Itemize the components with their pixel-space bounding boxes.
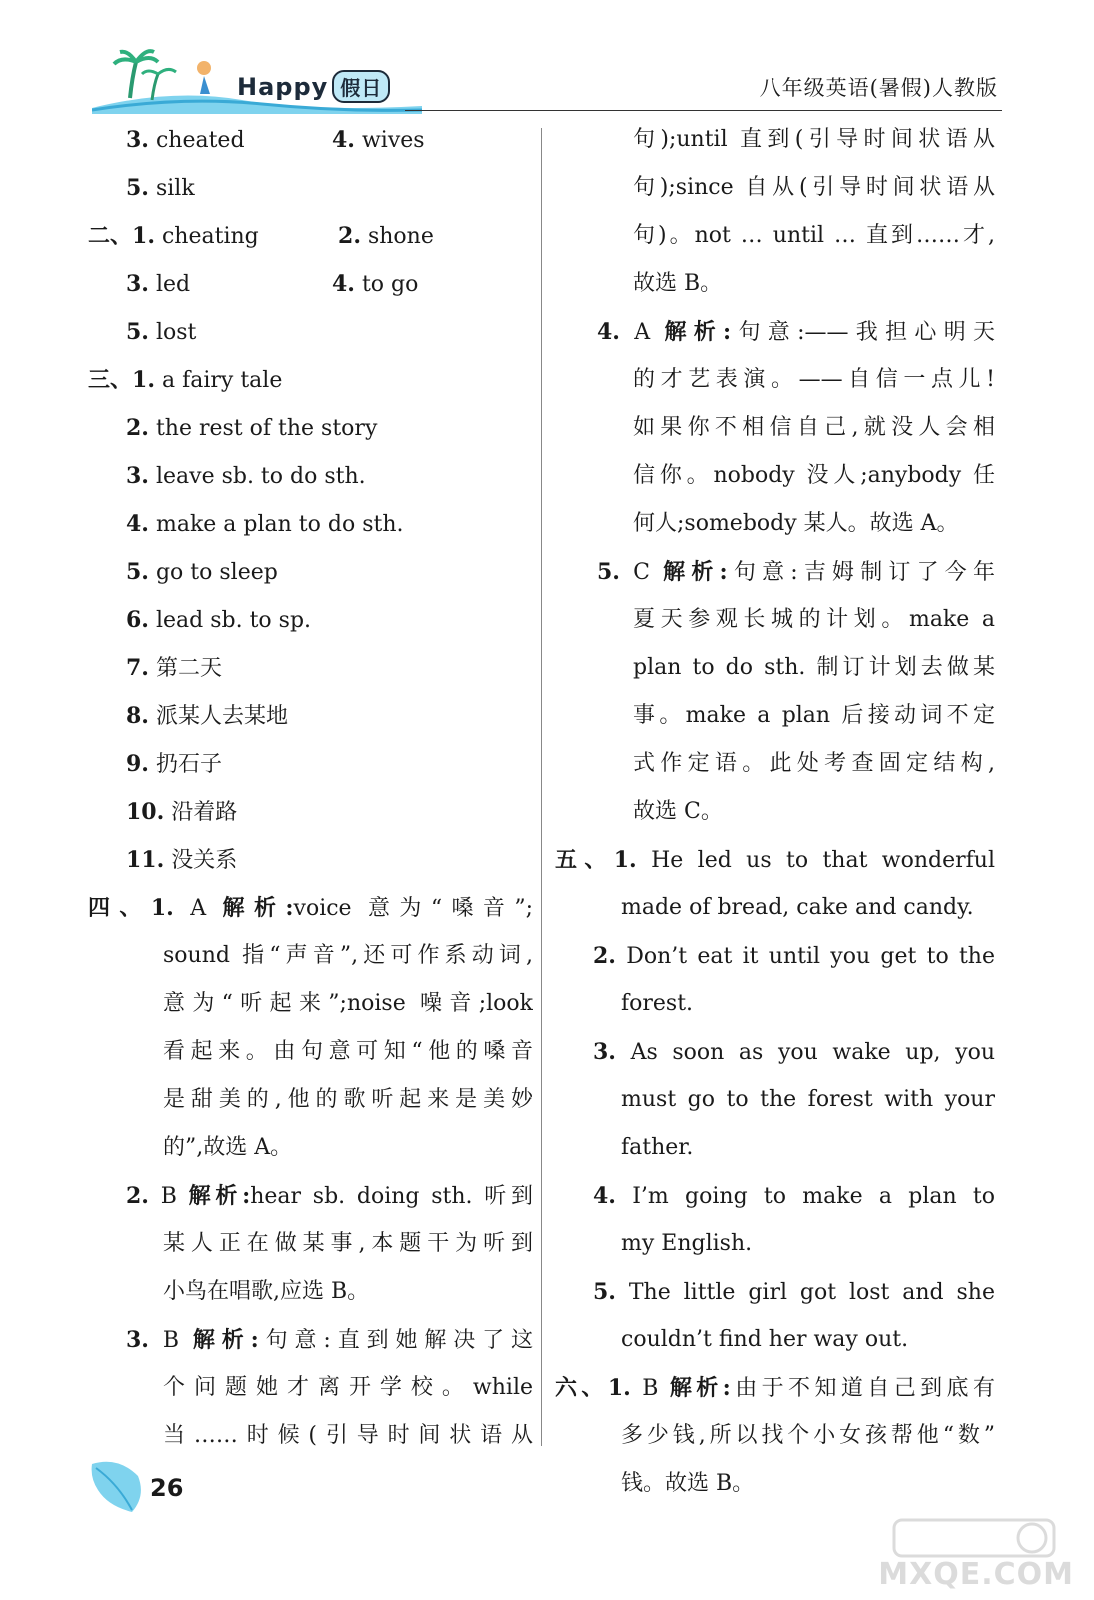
- item-number: 3.: [593, 1039, 616, 1065]
- item-number: 4.: [593, 1183, 616, 1209]
- item-number: 7.: [126, 655, 149, 681]
- answer-line: [88, 216, 533, 264]
- answer-text: cheating: [154, 224, 259, 249]
- answer-line: [555, 840, 995, 888]
- answer-line: [555, 312, 995, 360]
- answer-text: cheated: [148, 128, 245, 153]
- item-number: 8.: [126, 703, 149, 729]
- answer-item: [338, 216, 434, 264]
- item-number: 2.: [338, 223, 361, 249]
- item-number: 2.: [593, 943, 616, 969]
- item-number: 2.: [126, 415, 149, 441]
- answer-line: [88, 264, 533, 312]
- analysis-text: 意为“听起来”;noise 噪音;look: [163, 991, 533, 1016]
- answer-text: made of bread, cake and candy.: [621, 895, 974, 920]
- answer-line: [555, 792, 995, 840]
- right-column: [555, 120, 995, 1512]
- answer-item: [126, 264, 332, 312]
- leaf-icon: [88, 1456, 148, 1516]
- section-number: 二、: [88, 223, 133, 249]
- answer-text: go to sleep: [148, 560, 278, 585]
- analysis-text: 句);since 自从(引导时间状语从: [633, 175, 995, 200]
- section-number: 三、: [88, 367, 133, 393]
- item-number: 1.: [132, 367, 155, 393]
- analysis-label: 解析:: [192, 1327, 259, 1353]
- analysis-text: 故选 B。: [633, 271, 723, 296]
- analysis-text: plan to do sth. 制订计划去做某: [633, 655, 995, 680]
- answer-line: [555, 264, 995, 312]
- analysis-text: 是甜美的,他的歌听起来是美妙: [163, 1087, 533, 1112]
- item-number: 9.: [126, 751, 149, 777]
- answer-text: 钱。故选 B。: [621, 1471, 755, 1496]
- analysis-text: 式作定语。此处考查固定结构,: [633, 751, 995, 776]
- answer-line: [555, 360, 995, 408]
- answer-text: Don’t eat it until you get to the: [615, 944, 995, 969]
- answer-text: 多少钱,所以找个小女孩帮他“数”: [621, 1423, 995, 1448]
- answer-text: 第二天: [148, 656, 222, 681]
- analysis-text: 句意:——我担心明天: [731, 320, 995, 345]
- header-rule: [405, 110, 1002, 111]
- analysis-text: 当……时候(引导时间状语从: [163, 1423, 533, 1448]
- answer-line: [88, 312, 533, 360]
- answer-line: [555, 600, 995, 648]
- item-number: 4.: [126, 511, 149, 537]
- answer-line: [555, 216, 995, 264]
- answer-line: [88, 888, 533, 936]
- answer-item: [132, 216, 338, 264]
- item-number: 3.: [126, 1327, 149, 1353]
- analysis-text: sound 指“声音”,还可作系动词,: [163, 943, 533, 968]
- answer-line: [555, 1080, 995, 1128]
- analysis-text: voice 意为“嗓音”;: [293, 896, 533, 921]
- choice-answer: C: [619, 560, 664, 585]
- analysis-text: 句);until 直到(引导时间状语从: [633, 127, 995, 152]
- answer-line: [555, 120, 995, 168]
- analysis-text: 句意:直到她解决了这: [258, 1328, 533, 1353]
- item-number: 1.: [132, 223, 155, 249]
- analysis-text: 信你。nobody 没人;anybody 任: [633, 463, 995, 488]
- answer-line: [555, 648, 995, 696]
- page-header: [0, 0, 1094, 118]
- answer-text: lead sb. to sp.: [148, 608, 312, 633]
- answer-line: [88, 648, 533, 696]
- answer-line: [555, 984, 995, 1032]
- choice-answer: A: [619, 320, 665, 345]
- answer-text: a fairy tale: [154, 368, 283, 393]
- answer-text: silk: [148, 176, 195, 201]
- column-divider: [541, 128, 542, 1446]
- item-number: 1.: [150, 895, 174, 921]
- answer-line: [555, 1464, 995, 1512]
- choice-answer: A: [173, 896, 223, 921]
- answer-line: [88, 552, 533, 600]
- happy-holiday-logo: [92, 48, 422, 114]
- answer-line: [88, 1032, 533, 1080]
- answer-text: 沿着路: [164, 800, 238, 825]
- item-number: 2.: [126, 1183, 149, 1209]
- left-column: [88, 120, 533, 1464]
- analysis-text: 事。make a plan 后接动词不定: [633, 703, 995, 728]
- answer-line: [88, 360, 533, 408]
- answer-text: couldn’t find her way out.: [621, 1327, 909, 1352]
- section-number: 五、: [555, 847, 614, 873]
- answer-text: the rest of the story: [148, 416, 378, 441]
- analysis-text: 何人;somebody 某人。故选 A。: [633, 511, 959, 536]
- answer-line: [88, 1368, 533, 1416]
- answer-line: [555, 1416, 995, 1464]
- analysis-text: 句)。not … until … 直到……才,: [633, 223, 995, 248]
- item-number: 4.: [332, 127, 355, 153]
- answer-line: [88, 1176, 533, 1224]
- analysis-text: 句意:吉姆制订了今年: [727, 560, 995, 585]
- answer-line: [555, 936, 995, 984]
- analysis-text: 小鸟在唱歌,应选 B。: [163, 1279, 370, 1304]
- answer-item: [332, 264, 418, 312]
- analysis-text: 看起来。由句意可知“他的嗓音: [163, 1039, 533, 1064]
- answer-line: [88, 1320, 533, 1368]
- analysis-text: 故选 C。: [633, 799, 723, 824]
- item-number: 1.: [607, 1375, 631, 1401]
- answer-line: [555, 744, 995, 792]
- answer-line: [88, 1128, 533, 1176]
- analysis-label: 解析:: [669, 1375, 731, 1401]
- section-number: 四、: [88, 895, 151, 921]
- item-number: 3.: [126, 271, 149, 297]
- answer-line: [88, 984, 533, 1032]
- item-number: 4.: [332, 271, 355, 297]
- answer-line: [555, 1032, 995, 1080]
- watermark: [874, 1512, 1074, 1592]
- item-number: 6.: [126, 607, 149, 633]
- analysis-text: hear sb. doing sth. 听到: [250, 1184, 533, 1209]
- answer-text: I’m going to make a plan to: [632, 1184, 995, 1209]
- answer-text: wives: [354, 128, 425, 153]
- answer-line: [555, 1224, 995, 1272]
- answer-text: to go: [354, 272, 419, 297]
- analysis-text: 夏天参观长城的计划。make a: [633, 607, 995, 632]
- answer-line: [555, 504, 995, 552]
- answer-line: [555, 1176, 995, 1224]
- edition-title: 八年级英语(暑假)人教版: [759, 76, 998, 100]
- item-number: 1.: [613, 847, 637, 873]
- answer-line: [555, 888, 995, 936]
- answer-text: must go to the forest with your: [621, 1087, 995, 1112]
- answer-text: He led us to that wonderful: [651, 848, 995, 873]
- analysis-label: 解析:: [664, 319, 732, 345]
- item-number: 10.: [126, 799, 165, 825]
- logo-wordmark: [237, 70, 390, 103]
- answer-item: [126, 120, 332, 168]
- answer-line: [555, 168, 995, 216]
- analysis-text: 由于不知道自己到底有: [730, 1376, 995, 1401]
- answer-line: [88, 504, 533, 552]
- answer-line: [88, 408, 533, 456]
- answer-line: [555, 408, 995, 456]
- answer-line: [88, 168, 533, 216]
- answer-text: 没关系: [164, 848, 238, 873]
- logo-badge: 假日: [332, 70, 390, 103]
- item-number: 11.: [126, 847, 165, 873]
- answer-line: [88, 1224, 533, 1272]
- watermark-text: MXQE.COM: [878, 1557, 1074, 1592]
- answer-line: [88, 840, 533, 888]
- page-footer: [88, 1456, 208, 1516]
- answer-line: [555, 1272, 995, 1320]
- analysis-text: 个问题她才离开学校。while: [163, 1375, 533, 1400]
- answer-text: lost: [148, 320, 197, 345]
- answer-item: [332, 120, 425, 168]
- answer-line: [555, 1320, 995, 1368]
- analysis-text: 的”,故选 A。: [163, 1135, 293, 1160]
- analysis-text: 如果你不相信自己,就没人会相: [633, 415, 995, 440]
- item-number: 5.: [597, 559, 620, 585]
- page-number: 26: [150, 1474, 184, 1502]
- analysis-label: 解析:: [188, 1183, 251, 1209]
- answer-text: father.: [621, 1135, 694, 1160]
- choice-answer: B: [148, 1328, 193, 1353]
- answer-line: [88, 744, 533, 792]
- answer-text: 扔石子: [148, 752, 222, 777]
- item-number: 3.: [126, 127, 149, 153]
- answer-line: [88, 1080, 533, 1128]
- answer-line: [88, 1272, 533, 1320]
- item-number: 5.: [126, 559, 149, 585]
- analysis-label: 解析:: [222, 895, 294, 921]
- item-number: 5.: [126, 319, 149, 345]
- answer-text: The little girl got lost and she: [615, 1280, 995, 1305]
- answer-line: [88, 696, 533, 744]
- answer-line: [88, 792, 533, 840]
- answer-text: leave sb. to do sth.: [148, 464, 366, 489]
- section-number: 六、: [555, 1375, 608, 1401]
- analysis-label: 解析:: [663, 559, 728, 585]
- answer-line: [555, 1368, 995, 1416]
- answer-line: [88, 936, 533, 984]
- answer-line: [555, 1128, 995, 1176]
- answer-text: 派某人去某地: [148, 704, 288, 729]
- item-number: 5.: [126, 175, 149, 201]
- answer-line: [88, 600, 533, 648]
- answer-text: my English.: [621, 1231, 753, 1256]
- item-number: 5.: [593, 1279, 616, 1305]
- answer-line: [555, 552, 995, 600]
- answer-line: [88, 456, 533, 504]
- choice-answer: B: [148, 1184, 189, 1209]
- watermark-logo-icon: [874, 1512, 1074, 1562]
- item-number: 3.: [126, 463, 149, 489]
- analysis-text: 的才艺表演。——自信一点儿!: [633, 367, 995, 392]
- answer-text: forest.: [621, 991, 694, 1016]
- analysis-text: 某人正在做某事,本题干为听到: [163, 1231, 533, 1256]
- answer-text: shone: [360, 224, 434, 249]
- choice-answer: B: [630, 1376, 670, 1401]
- answer-text: As soon as you wake up, you: [615, 1040, 995, 1065]
- answer-text: led: [148, 272, 191, 297]
- answer-text: make a plan to do sth.: [148, 512, 404, 537]
- answer-line: [555, 456, 995, 504]
- answer-line: [555, 696, 995, 744]
- item-number: 4.: [597, 319, 620, 345]
- logo-happy-text: Happy: [237, 73, 329, 101]
- answer-line: [88, 120, 533, 168]
